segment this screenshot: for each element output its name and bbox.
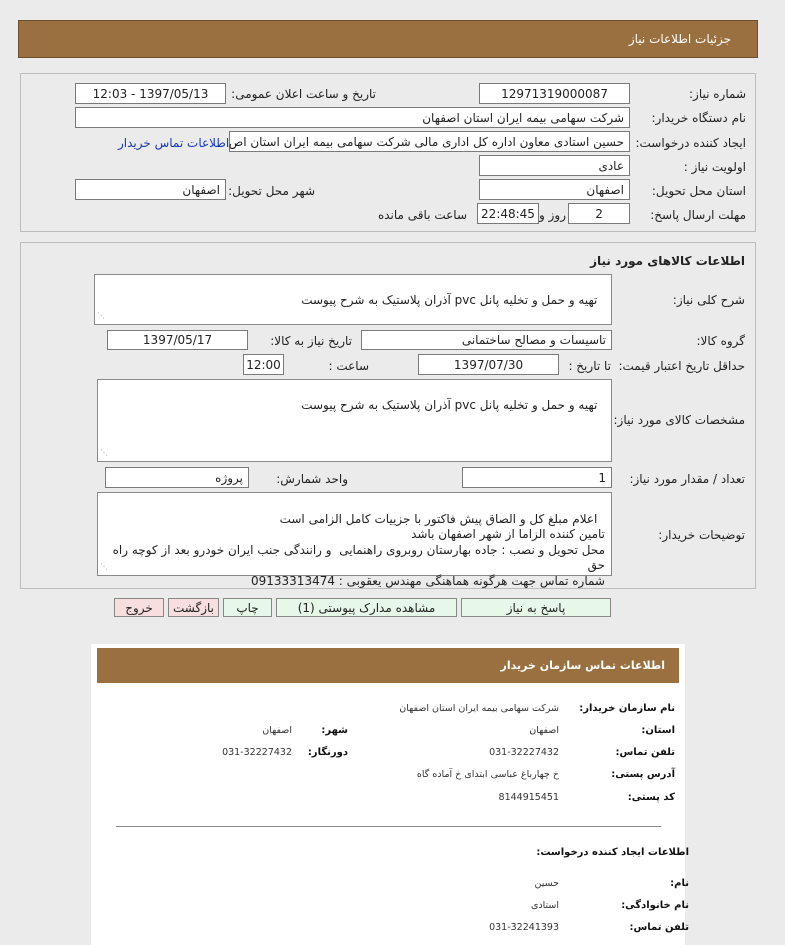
print-button[interactable]: چاپ — [223, 598, 272, 617]
province-field[interactable]: اصفهان — [479, 179, 630, 200]
contact-province-label: استان: — [641, 725, 675, 736]
buyer-notes-label: توضیحات خریدار: — [658, 528, 745, 542]
resize-grip-icon[interactable]: ⋰ — [100, 561, 108, 571]
page-header — [18, 20, 758, 58]
reply-button[interactable]: پاسخ به نیاز — [461, 598, 611, 617]
postal-code-label: کد پستی: — [627, 792, 675, 803]
contact-panel-title: اطلاعات تماس سازمان خریدار — [500, 659, 665, 672]
org-name-value: شرکت سهامی بیمه ایران استان اصفهان — [399, 703, 559, 714]
contact-phone-value: 031-32227432 — [489, 747, 559, 758]
contact-province-value: اصفهان — [529, 725, 559, 736]
org-name-label: نام سازمان خریدار: — [579, 703, 675, 714]
view-attachments-button[interactable]: مشاهده مدارک پیوستی (1) — [276, 598, 457, 617]
need-date-label: تاریخ نیاز به کالا: — [270, 334, 352, 348]
province-label: استان محل تحویل: — [651, 184, 746, 198]
creator-family-label: نام خانوادگی: — [621, 900, 689, 911]
postal-code-value: 8144915451 — [498, 792, 559, 803]
postal-address-value: خ چهارباغ عباسی ابتدای خ آمادە گاه — [416, 769, 559, 780]
deadline-time-field[interactable]: 22:48:45 — [477, 203, 539, 224]
unit-field[interactable]: پروژه — [105, 467, 249, 488]
resize-grip-icon[interactable]: ⋰ — [100, 448, 108, 457]
goods-group-label: گروه کالا: — [696, 334, 745, 348]
until-date-field[interactable]: 1397/07/30 — [418, 354, 559, 375]
goods-section-title: اطلاعات کالاهای مورد نیاز — [590, 254, 745, 268]
exit-button[interactable]: خروج — [114, 598, 164, 617]
city-field[interactable]: اصفهان — [75, 179, 226, 200]
postal-address-label: آدرس پستی: — [611, 769, 675, 780]
back-button[interactable]: بازگشت — [168, 598, 219, 617]
buyer-name-field[interactable]: شرکت سهامی بیمه ایران استان اصفهان — [75, 107, 630, 128]
deadline-label: مهلت ارسال پاسخ: — [650, 208, 746, 222]
contact-city-label: شهر: — [321, 725, 348, 736]
priority-label: اولویت نیاز : — [683, 160, 746, 174]
specs-textarea[interactable] — [97, 379, 612, 462]
need-number-field[interactable]: 12971319000087 — [479, 83, 630, 104]
need-number-label: شماره نیاز: — [689, 87, 746, 101]
contact-panel — [91, 644, 685, 945]
summary-label: شرح کلی نیاز: — [672, 293, 745, 307]
quantity-field[interactable]: 1 — [462, 467, 612, 488]
remaining-word: ساعت باقی مانده — [377, 208, 467, 222]
fax-label: دورنگار: — [307, 747, 348, 758]
time-field[interactable]: 12:00 — [243, 354, 284, 375]
announce-date-label: تاریخ و ساعت اعلان عمومی: — [231, 87, 376, 101]
buyer-notes-textarea[interactable] — [97, 492, 612, 588]
buyer-contact-link[interactable]: اطلاعات تماس خریدار — [118, 136, 230, 150]
contact-city-value: اصفهان — [262, 725, 292, 736]
creator-info-title: اطلاعات ایجاد کننده درخواست: — [536, 847, 689, 858]
buyer-name-label: نام دستگاه خریدار: — [651, 111, 746, 125]
resize-grip-icon[interactable]: ⋰ — [97, 311, 105, 320]
creator-phone-value: 031-32241393 — [489, 922, 559, 933]
unit-label: واحد شمارش: — [276, 472, 348, 486]
creator-field[interactable]: حسین استادی معاون اداره کل اداری مالی شرکت سهامی بیمه ایران استان اص — [229, 131, 630, 152]
creator-name-value: حسین — [534, 878, 559, 889]
time-label: ساعت : — [328, 359, 369, 373]
divider — [116, 826, 661, 827]
priority-field[interactable]: عادی — [479, 155, 630, 176]
announce-date-field[interactable]: 1397/05/13 - 12:03 — [75, 83, 226, 104]
days-word: روز و — [539, 208, 566, 222]
specs-text: تهیه و حمل و تخلیه پانل pvc آذران پلاستیک به شرح پیوست — [301, 398, 598, 412]
summary-text: تهیه و حمل و تخلیه پانل pvc آذران پلاستیک به شرح پیوست — [301, 293, 598, 307]
contact-panel-header — [97, 648, 679, 683]
creator-label: ایجاد کننده درخواست: — [635, 136, 746, 150]
creator-name-label: نام: — [670, 878, 689, 889]
city-label: شهر محل تحویل: — [228, 184, 315, 198]
min-price-date-label: حداقل تاریخ اعتبار قیمت: — [618, 359, 745, 373]
page-title: جزئیات اطلاعات نیاز — [628, 32, 731, 46]
need-date-field[interactable]: 1397/05/17 — [107, 330, 248, 350]
specs-label: مشخصات کالای مورد نیاز: — [613, 413, 745, 427]
creator-phone-label: تلفن تماس: — [629, 922, 689, 933]
quantity-label: تعداد / مقدار مورد نیاز: — [629, 472, 745, 486]
goods-group-field[interactable]: تاسیسات و مصالح ساختمانی — [361, 330, 612, 350]
buyer-notes-text: اعلام مبلغ کل و الصاق پیش فاکتور با جزییات کامل الزامی است تامین کننده الزاما از شهر اصفهان باشد محل تحویل و نصب : جاده بهارستان روبروی راهنمایی و رانندگی جنب ایران خودرو بعد از کوچه راه حق شماره تماس جهت هرگونه هماهنگی مهندس یعقوبی : 09133313474 — [112, 511, 605, 588]
fax-value: 031-32227432 — [222, 747, 292, 758]
contact-phone-label: تلفن تماس: — [615, 747, 675, 758]
creator-family-value: استادی — [530, 900, 559, 911]
summary-textarea[interactable] — [94, 274, 612, 325]
deadline-days-field[interactable]: 2 — [568, 203, 630, 224]
until-label: تا تاریخ : — [568, 359, 611, 373]
